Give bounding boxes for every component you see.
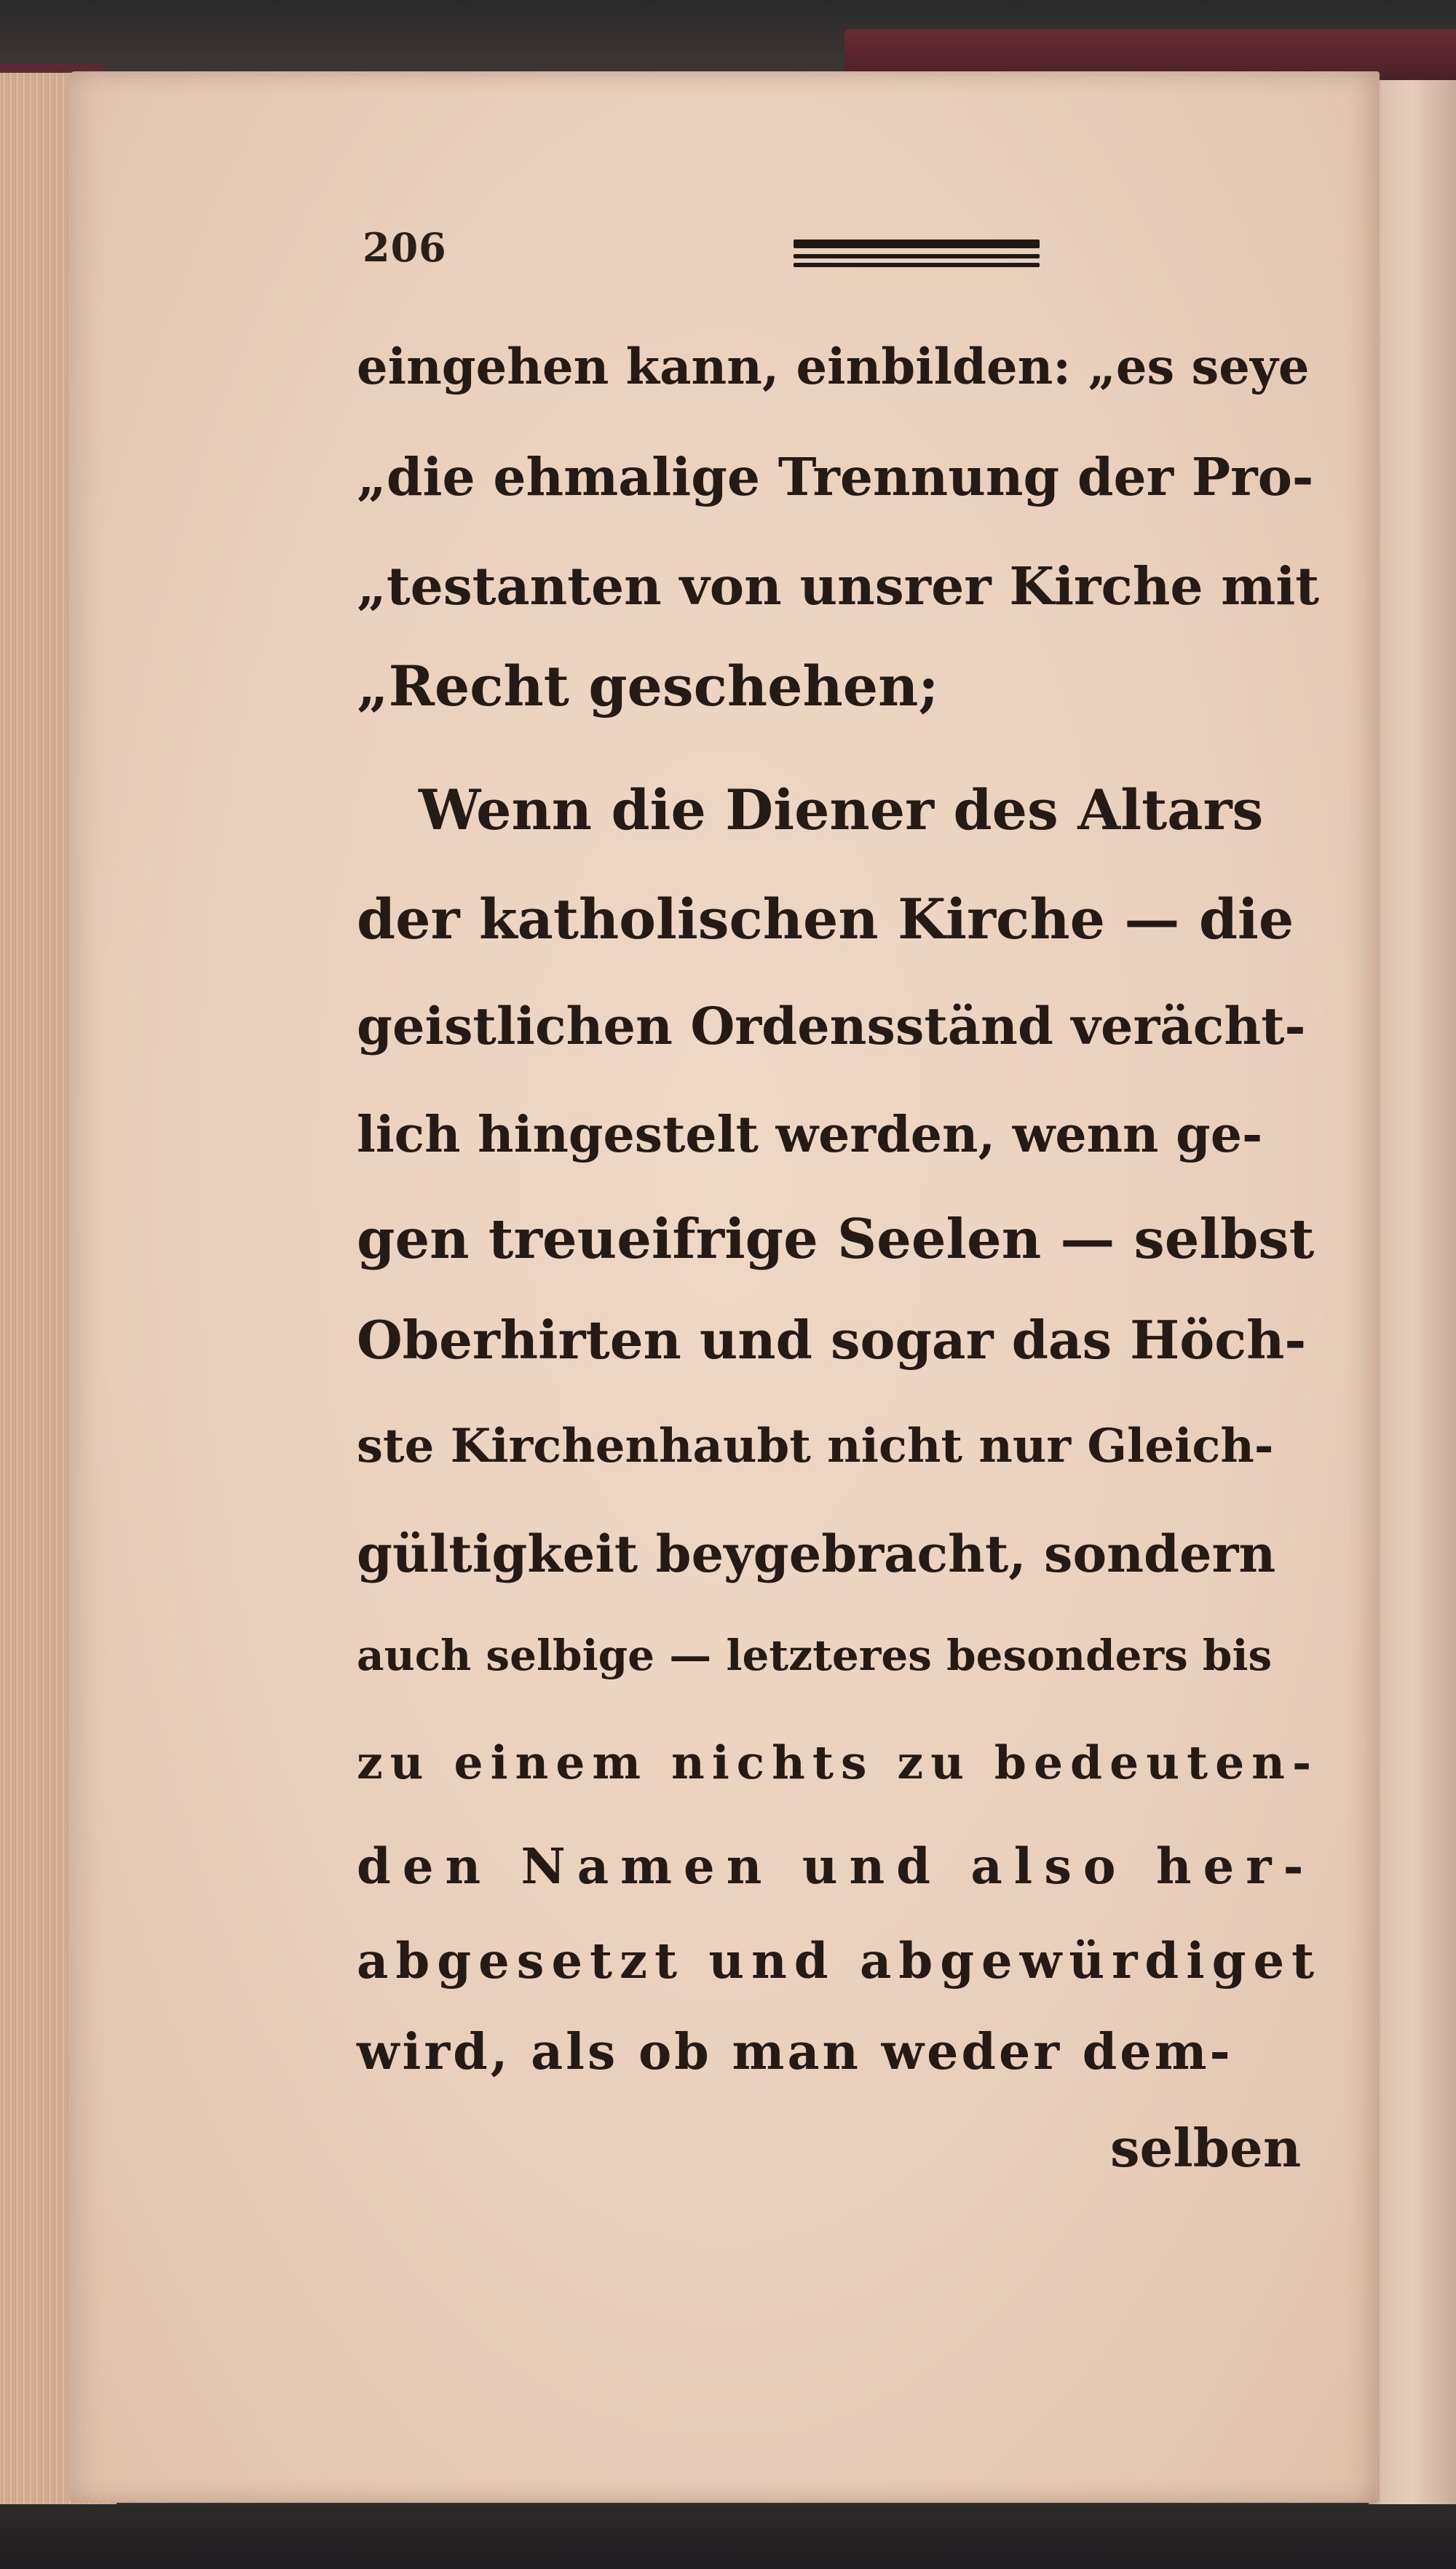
text-line: „testanten von unsrer Kirche mit bbox=[357, 555, 1320, 617]
header-rule-thick bbox=[794, 240, 1040, 248]
text-line: eingehen kann, einbilden: „es seye bbox=[357, 338, 1310, 395]
text-line: „die ehmalige Trennung der Pro- bbox=[357, 446, 1314, 507]
header-rule-thin-1 bbox=[794, 254, 1040, 258]
text-line: Oberhirten und sogar das Höch- bbox=[357, 1309, 1307, 1371]
text-line: „Recht geschehen; bbox=[357, 654, 939, 719]
text-line: den Namen und also her- bbox=[357, 1837, 1315, 1895]
text-line: gen treueifrige Seelen — selbst bbox=[357, 1207, 1315, 1271]
text-line: zu einem nichts zu bedeuten- bbox=[357, 1735, 1319, 1789]
next-page-edge bbox=[1369, 80, 1456, 2504]
text-line: abgesetzt und abgewürdiget bbox=[357, 1932, 1322, 1990]
catchword: selben bbox=[1110, 2117, 1302, 2179]
text-line: gültigkeit beygebracht, sondern bbox=[357, 1524, 1276, 1584]
text-line: geistlichen Ordensständ verächt- bbox=[357, 996, 1306, 1056]
text-line: der katholischen Kirche — die bbox=[357, 887, 1294, 951]
background-bottom bbox=[0, 2504, 1456, 2569]
header-rule bbox=[794, 237, 1040, 273]
text-line: auch selbige — letzteres besonders bis bbox=[357, 1631, 1273, 1680]
header-rule-thin-2 bbox=[794, 263, 1040, 267]
text-line: lich hingestelt werden, wenn ge- bbox=[357, 1106, 1263, 1164]
text-line: Wenn die Diener des Altars bbox=[419, 777, 1264, 842]
page-number: 206 bbox=[363, 224, 447, 271]
text-line: ste Kirchenhaubt nicht nur Gleich- bbox=[357, 1419, 1274, 1473]
text-line: wird, als ob man weder dem- bbox=[357, 2023, 1233, 2081]
